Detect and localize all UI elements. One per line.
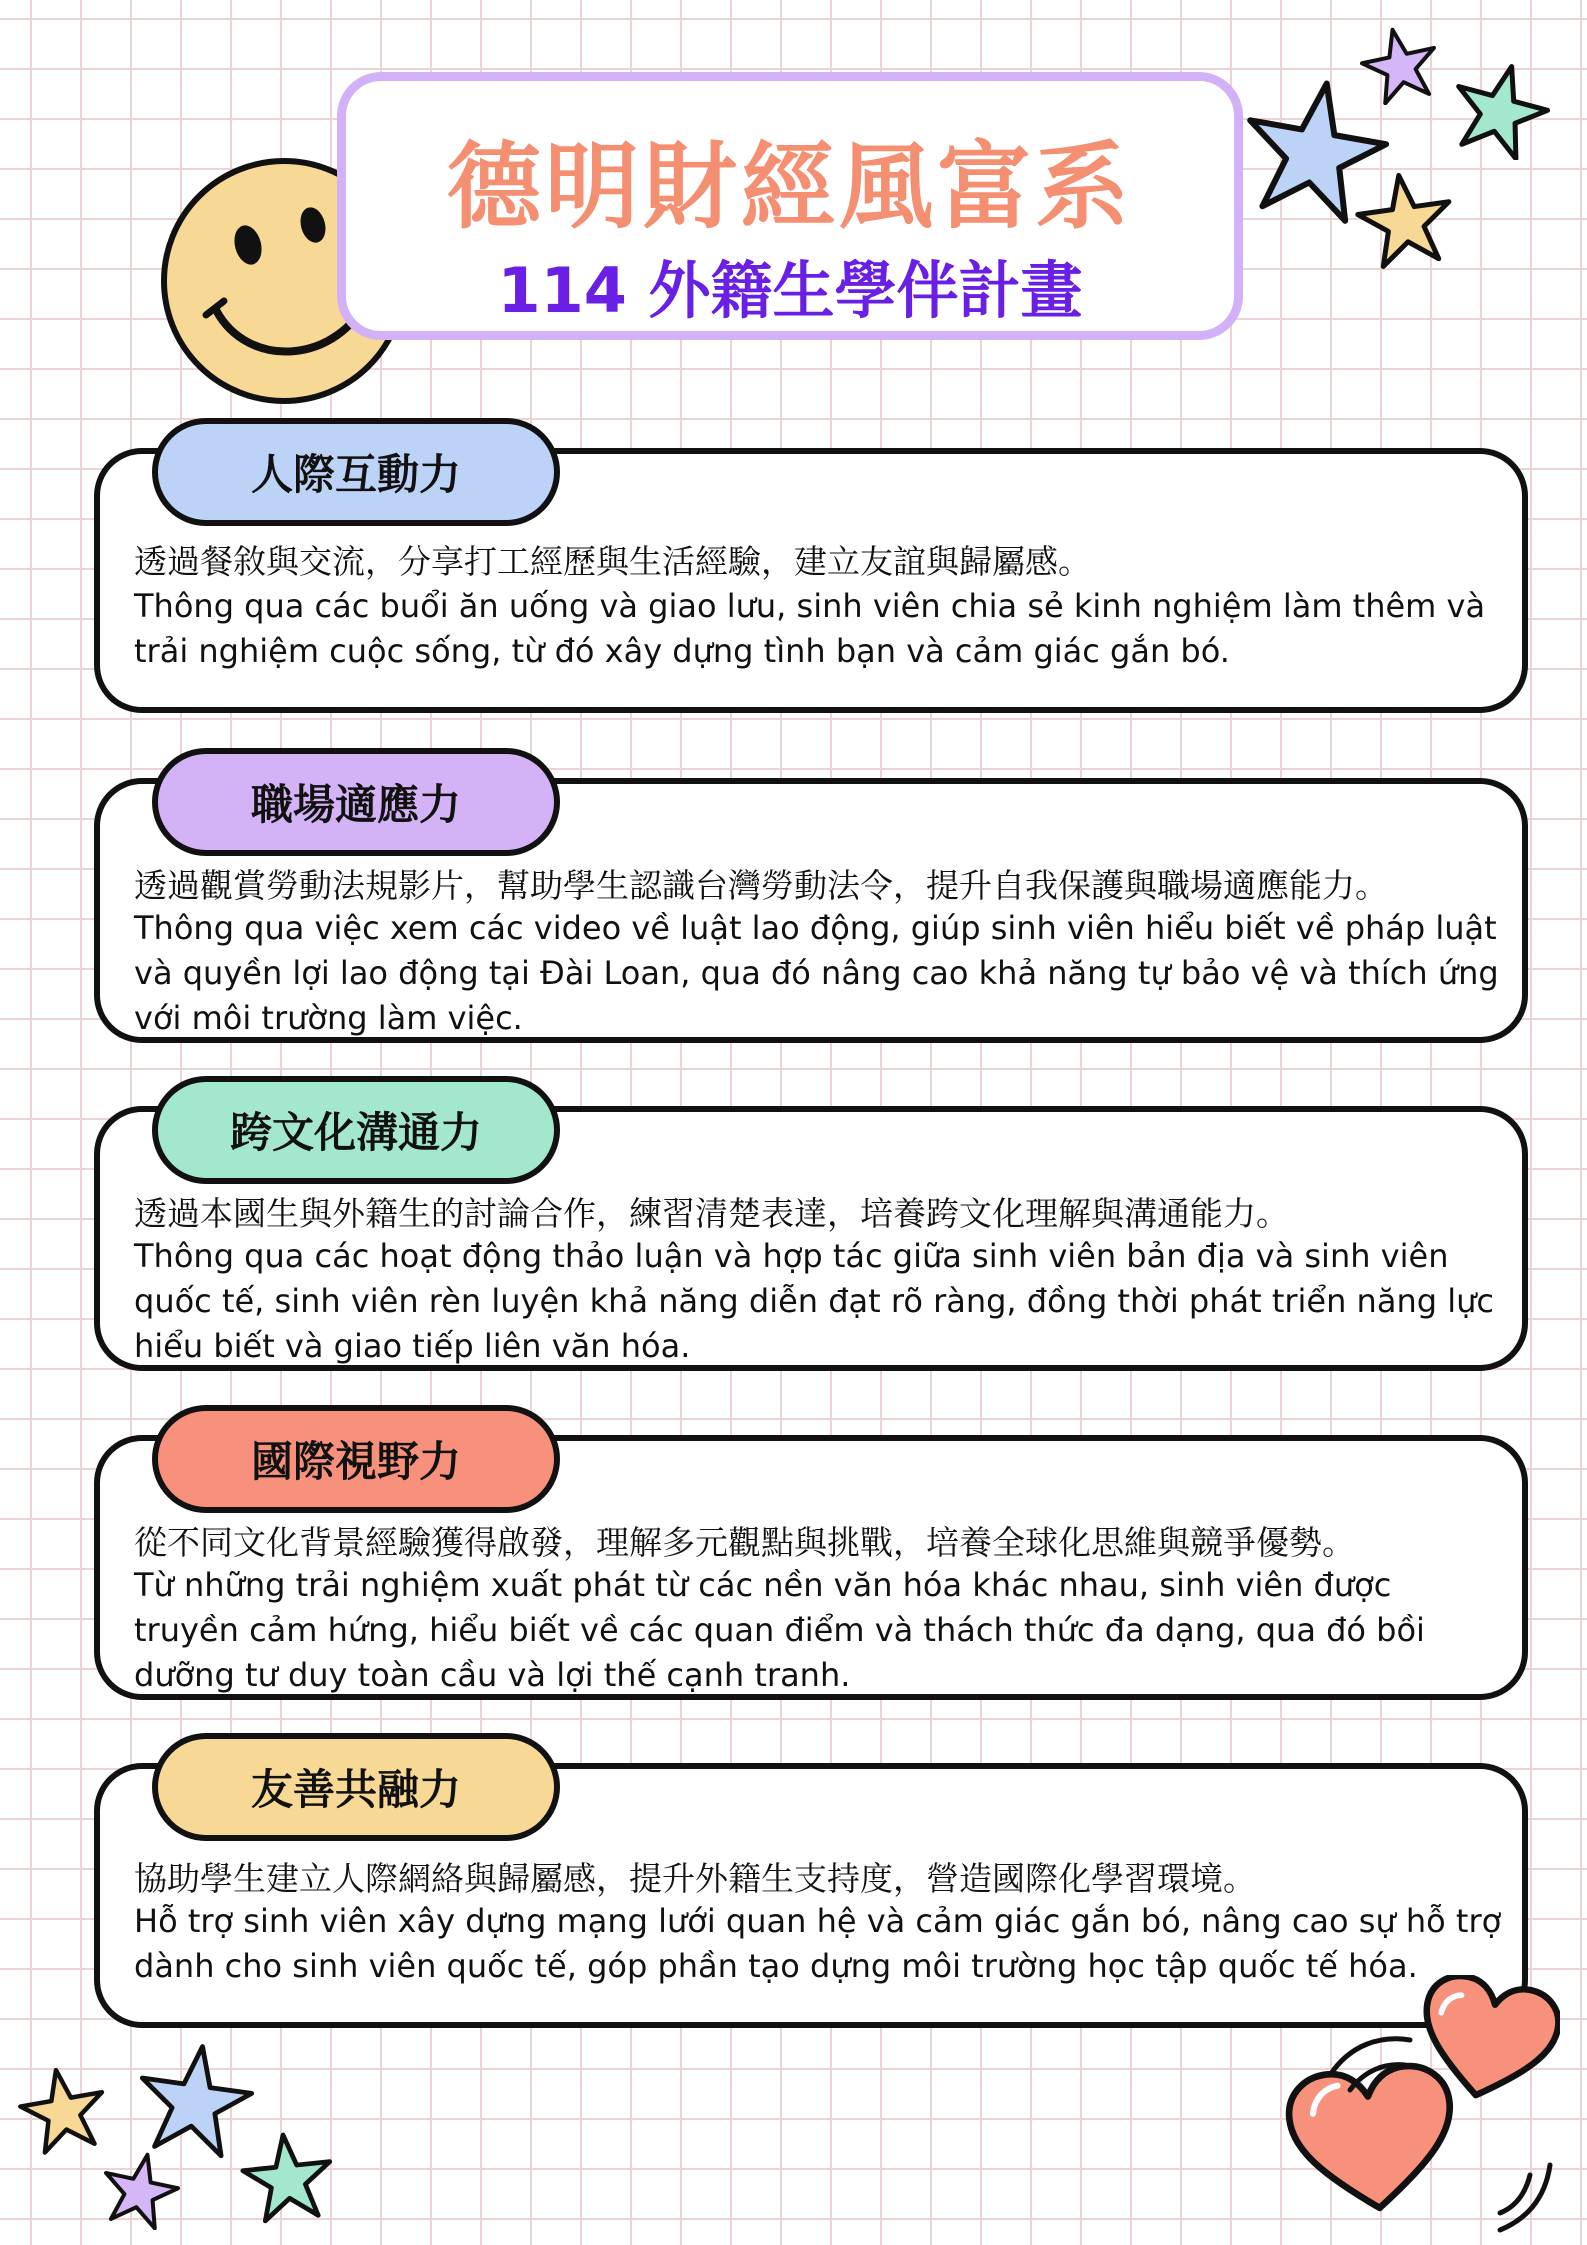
section-text-zh: 協助學生建立人際網絡與歸屬感，提升外籍生支持度，營造國際化學習環境。 [134,1859,1256,1898]
star-icon [135,2040,255,2160]
title-banner [337,72,1243,340]
section-text-vi: Hỗ trợ sinh viên xây dựng mạng lưới quan hệ và cảm giác gắn bó, nâng cao sự hỗ trợ dành cho sinh viên quốc tế, góp phần tạo dựng môi trường học tập quốc tế hóa. [134,1902,1502,1985]
section-label-inclusion: 友善共融力 [152,1733,560,1841]
section-text-zh: 透過本國生與外籍生的討論合作，練習清楚表達，培養跨文化理解與溝通能力。 [134,1194,1289,1233]
star-icon [1450,60,1550,160]
page-title: 德明財經風富系 [446,133,1133,242]
star-icon [1360,25,1440,105]
section-label-cross-cultural: 跨文化溝通力 [152,1076,560,1184]
star-icon [240,2130,335,2225]
section-text-zh: 透過觀賞勞動法規影片，幫助學生認識台灣勞動法令，提升自我保護與職場適應能力。 [134,866,1388,905]
section-text-vi: Thông qua việc xem các video về luật lao động, giúp sinh viên hiểu biết về pháp luật và quyền lợi lao động tại Đài Loan, qua đó nâng cao khả năng tự bảo vệ và thích ứng với môi trường làm việc. [134,909,1499,1037]
motion-lines-icon [1310,2015,1570,2240]
star-icon [1355,170,1455,270]
section-text-vi: Thông qua các buổi ăn uống và giao lưu, sinh viên chia sẻ kinh nghiệm làm thêm và trải nghiệm cuộc sống, từ đó xây dựng tình bạn và cảm giác gắn bó. [134,587,1486,670]
page-subtitle: 114 外籍生學伴計畫 [497,254,1083,327]
star-icon [18,2065,108,2155]
star-icon [100,2150,180,2230]
section-text-vi: Thông qua các hoạt động thảo luận và hợp tác giữa sinh viên bản địa và sinh viên quốc tế, sinh viên rèn luyện khả năng diễn đạt rõ ràng, đồng thời phát triển năng lực hiểu biết và giao tiếp liên văn hóa. [134,1237,1494,1365]
section-text-vi: Từ những trải nghiệm xuất phát từ các nền văn hóa khác nhau, sinh viên được truyền cảm hứng, hiểu biết về các quan điểm và thách thức đa dạng, qua đó bồi dưỡng tư duy toàn cầu và lợi thế cạnh tranh. [134,1566,1425,1694]
section-text-zh: 從不同文化背景經驗獲得啟發，理解多元觀點與挑戰，培養全球化思維與競爭優勢。 [134,1523,1355,1562]
section-text-zh: 透過餐敘與交流，分享打工經歷與生活經驗，建立友誼與歸屬感。 [134,542,1091,581]
section-label-global-vision: 國際視野力 [152,1405,560,1513]
section-label-workplace: 職場適應力 [152,748,560,856]
section-label-interpersonal: 人際互動力 [152,418,560,526]
